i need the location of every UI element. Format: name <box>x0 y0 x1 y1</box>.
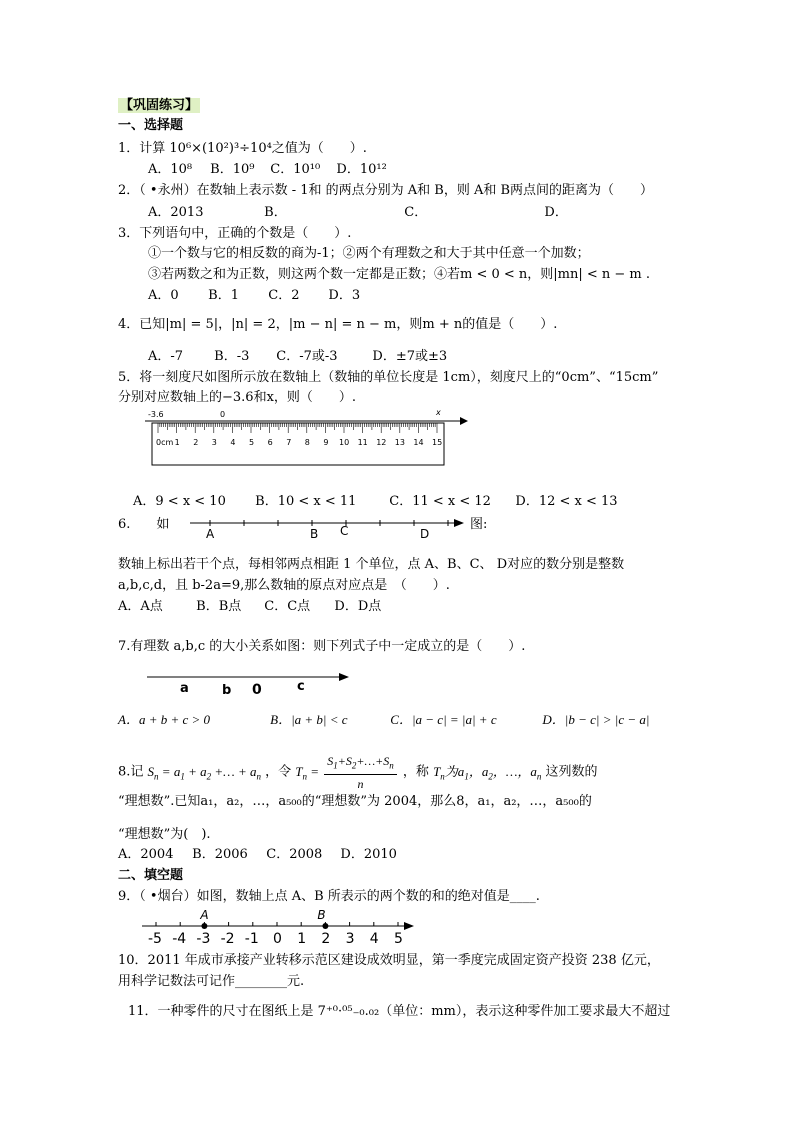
q9-tick-label: -5 <box>148 931 162 947</box>
q3-stem: 3．下列语句中，正确的个数是（ ）. <box>118 226 352 241</box>
q7-label-b: b <box>222 683 232 698</box>
ruler-number: 8 <box>304 438 310 447</box>
q7-option-d: D．|b − c| > |c − a| <box>542 712 650 727</box>
q4-option-d: D．±7或±3 <box>372 349 448 364</box>
q8-options <box>118 846 397 864</box>
q8-line3: “理想数”为( ). <box>118 827 211 842</box>
q6-line1: 数轴上标出若干个点，每相邻两点相距 1 个单位，点 A、B、C、 D对应的数分别是整数 <box>118 557 625 572</box>
section-fill: 二、填空题 <box>118 868 184 883</box>
q1-option-c: C．10¹⁰ <box>270 162 321 177</box>
ruler-number: 9 <box>323 438 329 447</box>
ruler-number: 0cm <box>156 438 174 447</box>
ruler-number: 3 <box>211 438 217 447</box>
ruler-number: 1 <box>174 438 180 447</box>
q7-number-line <box>145 668 355 698</box>
q8-sn-symbol: S <box>147 763 155 779</box>
q7-label-a: a <box>180 681 189 696</box>
q6-axis-arrow <box>454 519 464 527</box>
q10-line2: 用科学记数法可记作________元. <box>118 974 305 989</box>
q6-prefix: 6. 如 <box>118 517 170 532</box>
q4-option-b: B．-3 <box>214 349 250 364</box>
q9-tick-label: 4 <box>369 931 379 947</box>
q9-point-b-label: B <box>317 908 326 922</box>
q9-tick-label: -2 <box>220 931 235 947</box>
q6-label-a: A <box>206 527 215 541</box>
q3-line1: ①一个数与它的相反数的商为-1；②两个有理数之和大于其中任意一个加数； <box>148 246 590 261</box>
q9-point-a <box>201 923 207 929</box>
q6-option-c: C．C点 <box>264 599 311 614</box>
ruler-numbers <box>156 438 442 447</box>
q1-option-b: B．10⁹ <box>210 162 255 177</box>
q5-option-b: B．10 < x < 11 <box>255 494 357 509</box>
q6-number-line <box>188 515 468 541</box>
ruler-top-label: -3.6 <box>148 410 164 419</box>
q2-option-c: C． <box>404 205 428 220</box>
ruler-top-label: x <box>436 408 441 417</box>
q2-option-d: D． <box>544 205 568 220</box>
q7-axis-arrow <box>339 673 349 681</box>
q8-call: ，称 <box>402 764 429 780</box>
ruler-ticks <box>158 423 437 433</box>
q6-option-d: D．D点 <box>334 599 382 614</box>
q3-option-d: D．3 <box>328 288 361 303</box>
q9-axis-arrow <box>404 922 414 930</box>
q6-label-b: B <box>310 527 319 541</box>
q6-suffix: 图: <box>470 517 488 532</box>
ruler-number: 12 <box>376 438 387 447</box>
q5-options <box>133 493 618 511</box>
q5-option-d: D．12 < x < 13 <box>515 494 618 509</box>
q11-line1: 11．一种零件的尺寸在图纸上是 7⁺⁰·⁰⁵₋₀.₀₂（单位：mm），表示这种零件加工要求最大不超过 <box>128 1004 671 1019</box>
q8-seq: $T_n$为$a_1$，$a_2$，…，$a_n$ <box>433 763 542 782</box>
q9-stem: 9．（ •烟台）如图，数轴上点 A、B 所表示的两个数的和的绝对值是____. <box>118 889 540 904</box>
q9-number-line <box>140 908 420 948</box>
q7-option-c: C．|a − c| = |a| + c <box>390 712 497 727</box>
q6-label-c: C <box>340 524 349 538</box>
q9-tick-label: 0 <box>273 931 282 947</box>
q9-tick-label: 5 <box>394 931 403 947</box>
q9-point-a-label: A <box>200 908 209 922</box>
ruler-number: 13 <box>394 438 405 447</box>
q3-options <box>148 287 360 305</box>
q7-label-zero: 0 <box>252 682 262 698</box>
q6-option-b: B．B点 <box>196 599 242 614</box>
q5-line1: 5．将一刻度尺如图所示放在数轴上（数轴的单位长度是 1cm），刻度尺上的“0cm”、“15cm” <box>118 370 659 385</box>
q6-label-d: D <box>420 527 430 541</box>
q8-option-d: D．2010 <box>340 847 397 862</box>
q8-option-b: B．2006 <box>192 847 248 862</box>
q9-tick-label: -3 <box>196 931 211 947</box>
q4-options <box>148 348 447 366</box>
q9-tick-label: 2 <box>321 931 331 947</box>
q8-line1 <box>118 752 598 793</box>
q8-option-c: C．2008 <box>266 847 323 862</box>
q7-stem: 7.有理数 a,b,c 的大小关系如图：则下列式子中一定成立的是（ ）. <box>118 639 526 654</box>
q6-options <box>118 598 381 616</box>
q8-option-a: A．2004 <box>118 847 174 862</box>
q6-option-a: A．A点 <box>118 599 163 614</box>
q3-option-c: C．2 <box>268 288 300 303</box>
q9-point-b <box>322 923 328 929</box>
q1-option-d: D．10¹² <box>336 162 387 177</box>
q8-sn-def: $S_n = a_1 + a_2$ +… + $a_n$ <box>147 763 261 782</box>
q8-line2: “理想数”.已知a₁，a₂，…，a₅₀₀的“理想数”为 2004，那么8，a₁，a₂，…，a₅₀₀的 <box>118 794 592 809</box>
q8-tail: 这列数的 <box>545 764 598 780</box>
q7-option-a: A．a + b + c > 0 <box>118 712 211 727</box>
section-choice: 一、选择题 <box>118 118 184 133</box>
q4-option-c: C．-7或-3 <box>276 349 338 364</box>
exercise-header <box>118 97 200 115</box>
ruler-number: 14 <box>413 438 424 447</box>
ruler-number: 7 <box>286 438 292 447</box>
q9-tick-labels <box>148 931 403 947</box>
q5-option-a: A．9 < x < 10 <box>133 494 226 509</box>
q2-options <box>148 204 568 222</box>
q1-options <box>148 161 387 179</box>
ruler-figure <box>140 405 470 467</box>
q9-tick-label: -1 <box>244 931 259 947</box>
ruler-number: 11 <box>357 438 368 447</box>
q1-option-a: A．10⁸ <box>148 162 193 177</box>
q2-stem: 2．（ •永州）在数轴上表示数 - 1和 的两点分别为 A和 B，则 A和 B两点间的距离为（ ） <box>118 183 654 198</box>
ruler-number: 6 <box>267 438 273 447</box>
q8-let: ，令 <box>265 764 292 780</box>
q7-options <box>118 711 649 730</box>
ruler-number: 4 <box>230 438 236 447</box>
ruler-number: 15 <box>432 438 443 447</box>
q2-option-a: A．2013 <box>148 205 204 220</box>
ruler-number: 10 <box>339 438 350 447</box>
q10-line1: 10．2011 年成市承接产业转移示范区建设成效明显，第一季度完成固定资产投资 238 亿元， <box>118 953 660 968</box>
q4-stem: 4．已知|m| = 5|，|n| = 2，|m − n| = n − m，则m + n的值是（ ）. <box>118 317 558 332</box>
q3-option-b: B．1 <box>208 288 239 303</box>
q9-tick-label: 1 <box>297 931 307 947</box>
header-label: 【巩固练习】 <box>120 98 199 113</box>
q8-intro: 8.记 <box>118 764 144 780</box>
ruler-axis-arrow <box>460 417 468 425</box>
ruler-number: 2 <box>193 438 199 447</box>
q8-tn-def: $T_n$ = $\frac{S_1+S_2+\dots+S_n}{n}$ <box>295 764 399 779</box>
q9-ticks <box>156 922 398 926</box>
q7-label-c: c <box>297 679 305 694</box>
q5-option-c: C．11 < x < 12 <box>389 494 491 509</box>
q4-option-a: A．-7 <box>148 349 184 364</box>
ruler-top-label: 0 <box>220 410 226 419</box>
q9-tick-label: -4 <box>172 931 187 947</box>
q2-option-b: B． <box>264 205 287 220</box>
q5-line2: 分别对应数轴上的−3.6和x，则（ ）. <box>118 390 357 405</box>
q9-tick-label: 3 <box>345 931 355 947</box>
q7-option-b: B．|a + b| < c <box>270 712 348 727</box>
q8-fraction: $\frac{S_1+S_2+\dots+S_n}{n}$ <box>324 752 396 793</box>
q3-line2: ③若两数之和为正数，则这两个数一定都是正数；④若m < 0 < n，则|mn| < n − m . <box>148 267 651 282</box>
q3-option-a: A．0 <box>148 288 179 303</box>
q6-line2: a,b,c,d，且 b-2a=9,那么数轴的原点对应点是 （ ）. <box>118 578 450 593</box>
ruler-number: 5 <box>249 438 255 447</box>
q1-stem: 1．计算 10⁶×(10²)³÷10⁴之值为（ ）. <box>118 141 367 156</box>
